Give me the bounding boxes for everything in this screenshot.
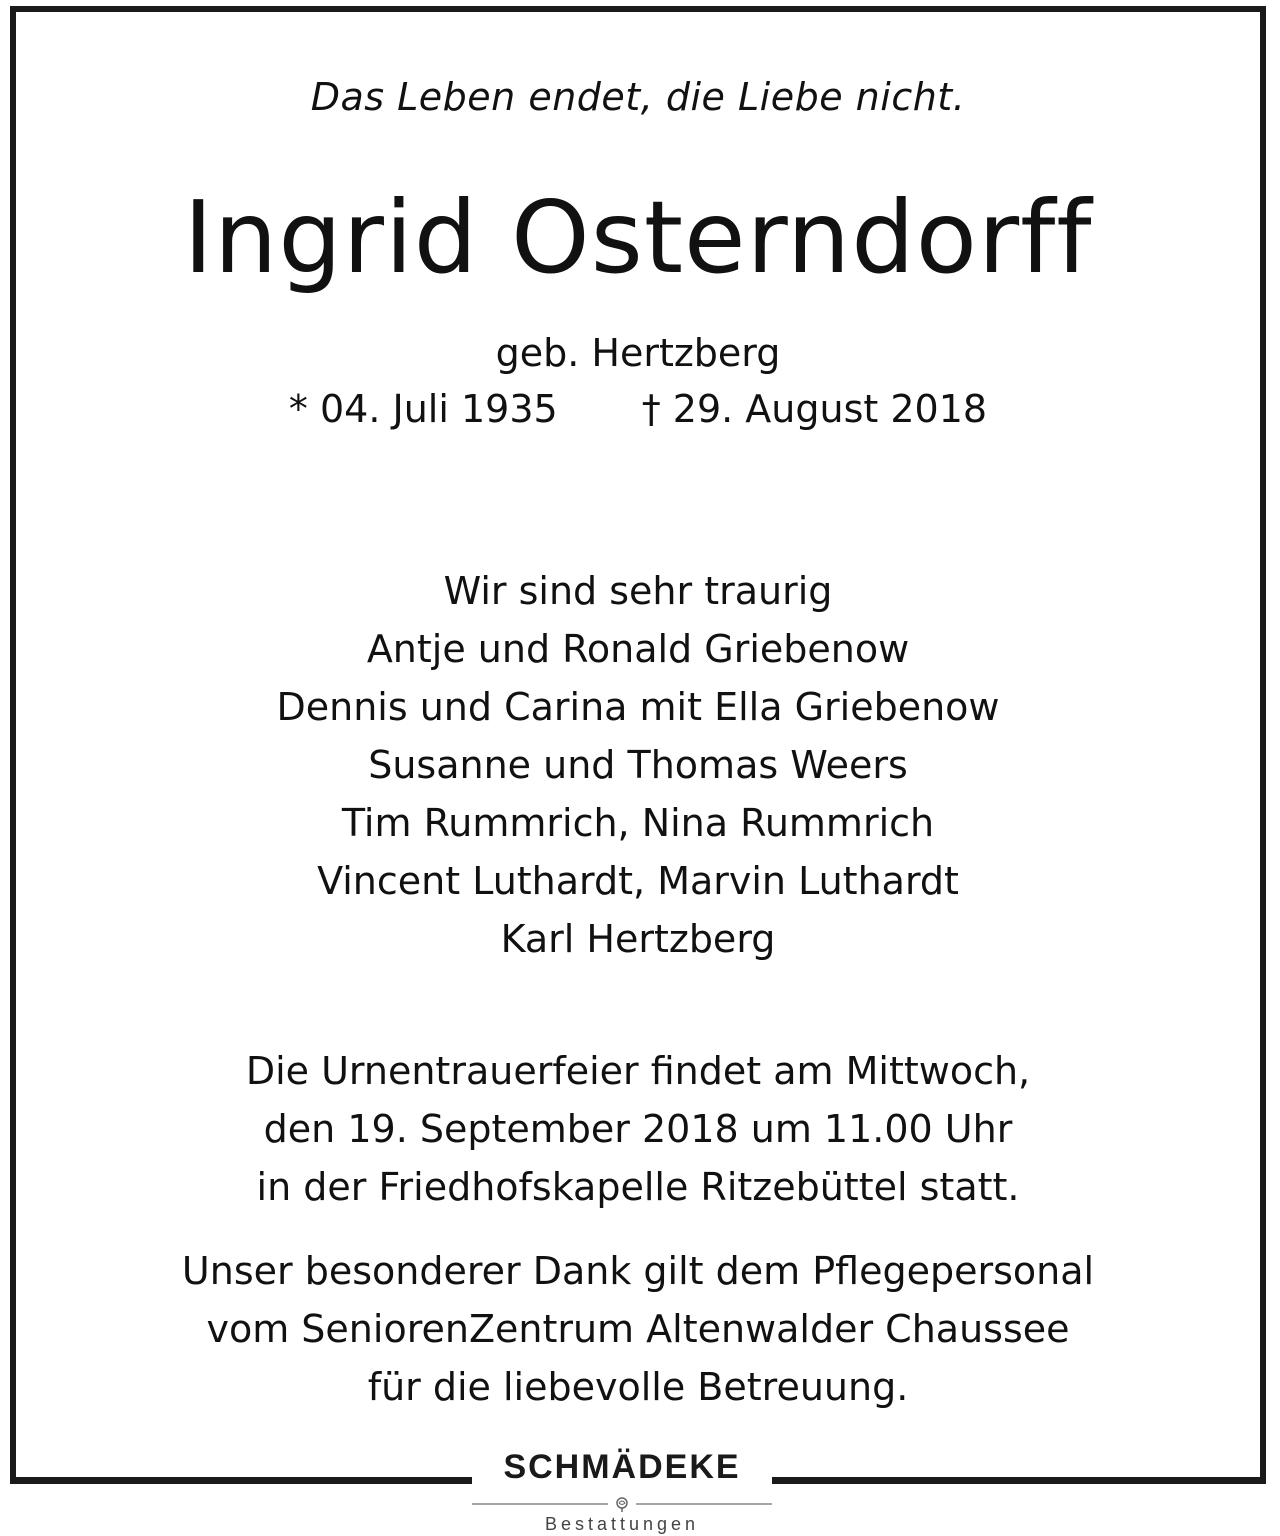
death-date: † 29. August 2018	[641, 387, 988, 431]
thanks-line: für die liebevolle Betreuung.	[367, 1365, 909, 1409]
mourners-list	[16, 562, 1260, 968]
thanks-line: vom SeniorenZentrum Altenwalder Chaussee	[206, 1307, 1070, 1351]
life-dates	[16, 387, 1260, 431]
logo-name: SCHMÄDEKE	[503, 1448, 741, 1486]
mourners-line: Dennis und Carina mit Ella Griebenow	[276, 685, 1000, 729]
obituary-notice	[10, 6, 1266, 1484]
deceased-name: Ingrid Osterndorff	[183, 179, 1093, 296]
service-line: den 19. September 2018 um 11.00 Uhr	[263, 1107, 1013, 1151]
mourners-line: Antje und Ronald Griebenow	[366, 627, 910, 671]
service-line: in der Friedhofskapelle Ritzebüttel statt.	[256, 1165, 1020, 1209]
mourners-line: Susanne und Thomas Weers	[368, 743, 908, 787]
thanks-line: Unser besonderer Dank gilt dem Pflegepersonal	[181, 1249, 1095, 1293]
service-line: Die Urnentrauerfeier findet am Mittwoch,	[245, 1049, 1031, 1093]
motto: Das Leben endet, die Liebe nicht.	[310, 75, 966, 119]
mourners-line: Vincent Luthardt, Marvin Luthardt	[317, 859, 959, 903]
logo-subtitle: Bestattungen	[544, 1514, 700, 1534]
thanks-note	[16, 1242, 1260, 1416]
mourners-line: Tim Rummrich, Nina Rummrich	[341, 801, 935, 845]
mourners-line: Karl Hertzberg	[500, 917, 776, 961]
rose-icon	[472, 1496, 772, 1512]
maiden-name: geb. Hertzberg	[495, 331, 781, 375]
birth-date: * 04. Juli 1935	[288, 387, 558, 431]
mourners-line: Wir sind sehr traurig	[443, 569, 833, 613]
funeral-home-logo	[472, 1438, 772, 1536]
service-announcement	[16, 1042, 1260, 1216]
